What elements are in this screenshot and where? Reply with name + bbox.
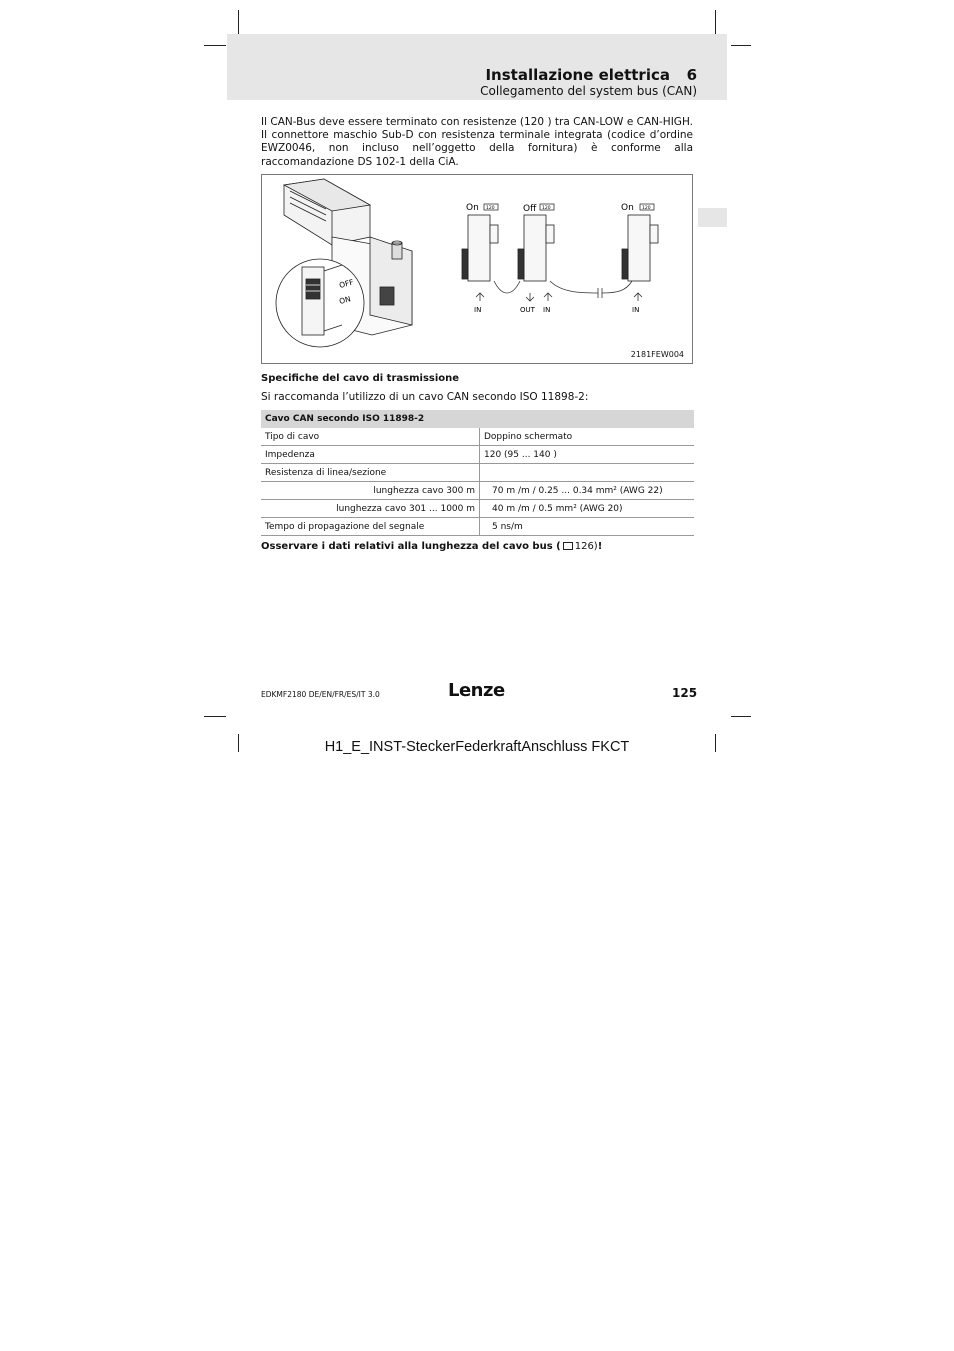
intro-paragraph: Il CAN-Bus deve essere terminato con resistenze (120 ) tra CAN-LOW e CAN-HIGH. Il connettore maschio Sub-D con resistenza terminale integrata (codice d’ordine EWZ0046, non incluso nell’oggetto della fornitura) è conforme alla raccomandazione DS 102-1 della CiA.	[261, 116, 693, 168]
port-label-out: OUT	[520, 306, 535, 314]
connector-1-resistor: 120	[486, 206, 495, 211]
document-code: EDKMF2180 DE/EN/FR/ES/IT 3.0	[261, 690, 380, 699]
cell-label: Resistenza di linea/sezione	[261, 464, 480, 482]
lenze-logo: Lenze	[448, 680, 505, 701]
table-row	[261, 518, 694, 536]
section-text: Si raccomanda l’utilizzo di un cavo CAN secondo ISO 11898-2:	[261, 391, 589, 403]
section-title: Specifiche del cavo di trasmissione	[261, 373, 460, 384]
table-row	[261, 446, 694, 464]
connector-2-state: Off	[523, 204, 537, 214]
table-row	[261, 464, 694, 482]
switch-on-label: ON	[338, 294, 352, 306]
table-header-row	[261, 410, 694, 428]
table-row	[261, 500, 694, 518]
bus-termination-figure	[261, 174, 693, 364]
cell-value: 40 m /m / 0.5 mm² (AWG 20)	[480, 500, 695, 518]
cell-label: Tipo di cavo	[261, 428, 480, 446]
cell-label: Tempo di propagazione del segnale	[261, 518, 480, 536]
connector-3-state: On	[621, 203, 634, 213]
crop-mark	[238, 10, 239, 34]
switch-off-label: OFF	[338, 277, 355, 290]
cell-label: lunghezza cavo 300 m	[261, 482, 480, 500]
table-row	[261, 482, 694, 500]
cell-value: 70 m /m / 0.25 ... 0.34 mm² (AWG 22)	[480, 482, 695, 500]
crop-mark	[204, 45, 226, 46]
table-row	[261, 428, 694, 446]
cell-label: Impedenza	[261, 446, 480, 464]
connector-2-resistor: 120	[542, 206, 551, 211]
page-number: 125	[672, 686, 698, 700]
connector-1-state: On	[466, 203, 479, 213]
book-icon	[563, 542, 573, 550]
port-label-in: IN	[632, 306, 640, 314]
crop-mark	[204, 716, 226, 717]
cell-value: 5 ns/m	[480, 518, 695, 536]
figure-code: 2181FEW004	[630, 350, 684, 359]
connector-3-resistor: 120	[642, 206, 651, 211]
chapter-number: 6	[686, 66, 697, 84]
cell-value: Doppino schermato	[480, 428, 695, 446]
chapter-title: Installazione elettrica	[485, 66, 670, 84]
section-subtitle: Collegamento del system bus (CAN)	[480, 84, 697, 98]
crop-mark	[731, 716, 751, 717]
chapter-tab	[698, 208, 727, 227]
page-reference-link[interactable]: 126)	[574, 541, 598, 552]
cable-length-note	[261, 541, 602, 552]
note-text: Osservare i dati relativi alla lunghezza del cavo bus (	[261, 541, 561, 552]
note-end: !	[597, 541, 603, 552]
connector-drawing	[262, 175, 694, 365]
job-label: H1_E_INST-SteckerFederkraftAnschluss FKCT	[324, 739, 630, 755]
table-header: Cavo CAN secondo ISO 11898-2	[261, 410, 694, 428]
header-band	[227, 34, 727, 100]
port-label-in: IN	[474, 306, 482, 314]
crop-mark	[715, 10, 716, 34]
crop-mark	[731, 45, 751, 46]
port-label-in: IN	[543, 306, 551, 314]
cable-spec-table	[261, 410, 694, 536]
cell-value: 120 (95 ... 140 )	[480, 446, 695, 464]
cell-value	[480, 464, 695, 482]
cell-label: lunghezza cavo 301 ... 1000 m	[261, 500, 480, 518]
